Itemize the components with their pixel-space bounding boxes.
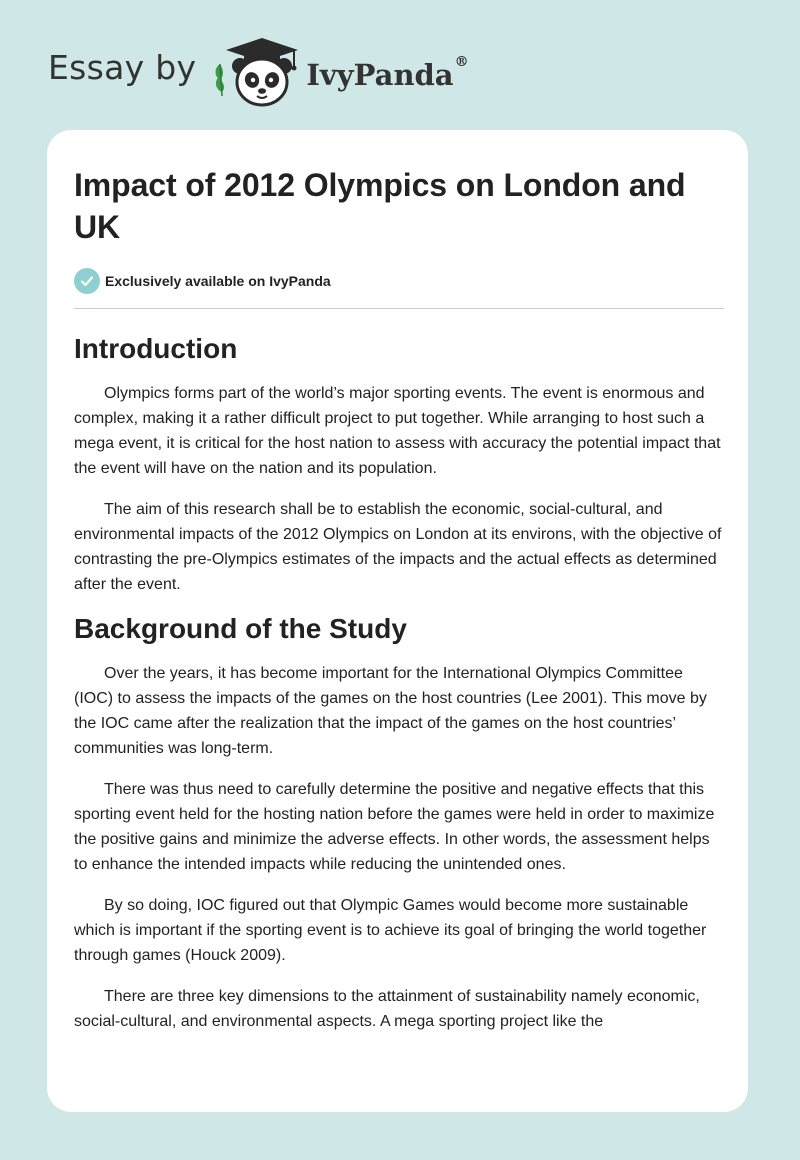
exclusive-badge (74, 268, 724, 294)
essay-by-label: Essay by (48, 47, 197, 87)
site-header (48, 36, 469, 108)
paragraph: The aim of this research shall be to establish the economic, social-cultural, and environmental impacts of the 2012 Olympics on London at its environs, with the objective of contrasting the pre-Olympics estimates of the impacts and the actual effects as determined after the event. (74, 501, 722, 593)
exclusive-label: Exclusively available on IvyPanda (105, 273, 331, 289)
page-title: Impact of 2012 Olympics on London and UK (74, 167, 686, 245)
paragraph: There was thus need to carefully determine the positive and negative effects that this sporting event held for the hosting nation before the games were held in order to maximize the positive gains and minimize the adverse effects. In other words, the assessment helps to enhance the intended impacts while reducing the unintended ones. (74, 781, 715, 873)
check-circle-icon (74, 268, 100, 294)
paragraph: By so doing, IOC figured out that Olympic Games would become more sustainable which is important if the sporting event is to achieve its goal of bringing the world together through games (Houck 2009). (74, 897, 707, 964)
registered-mark: ® (454, 54, 469, 70)
paragraph: Olympics forms part of the world’s major sporting events. The event is enormous and complex, making it a rather difficult project to put together. While arranging to host such a mega event, it is critical for the host nation to assess with accuracy the potential impact that the event will have on the nation and its population. (74, 385, 721, 477)
paragraph: Over the years, it has become important for the International Olympics Committee (IOC) to assess the impacts of the games on the host countries (Lee 2001). This move by the IOC came after the realization that the impact of the games on the host countries’ communities was long-term. (74, 665, 707, 757)
panda-graduate-icon[interactable] (210, 36, 302, 108)
brand-name-text: IvyPanda (306, 58, 454, 92)
essay-content (74, 164, 724, 1034)
section-heading-introduction: Introduction (74, 333, 238, 364)
paragraph: There are three key dimensions to the attainment of sustainability namely economic, social-cultural, and environmental aspects. A mega sporting project like the (74, 988, 700, 1030)
divider (74, 308, 724, 309)
essay-card (47, 130, 748, 1112)
section-heading-background: Background of the Study (74, 613, 407, 644)
brand-name[interactable] (306, 54, 469, 92)
